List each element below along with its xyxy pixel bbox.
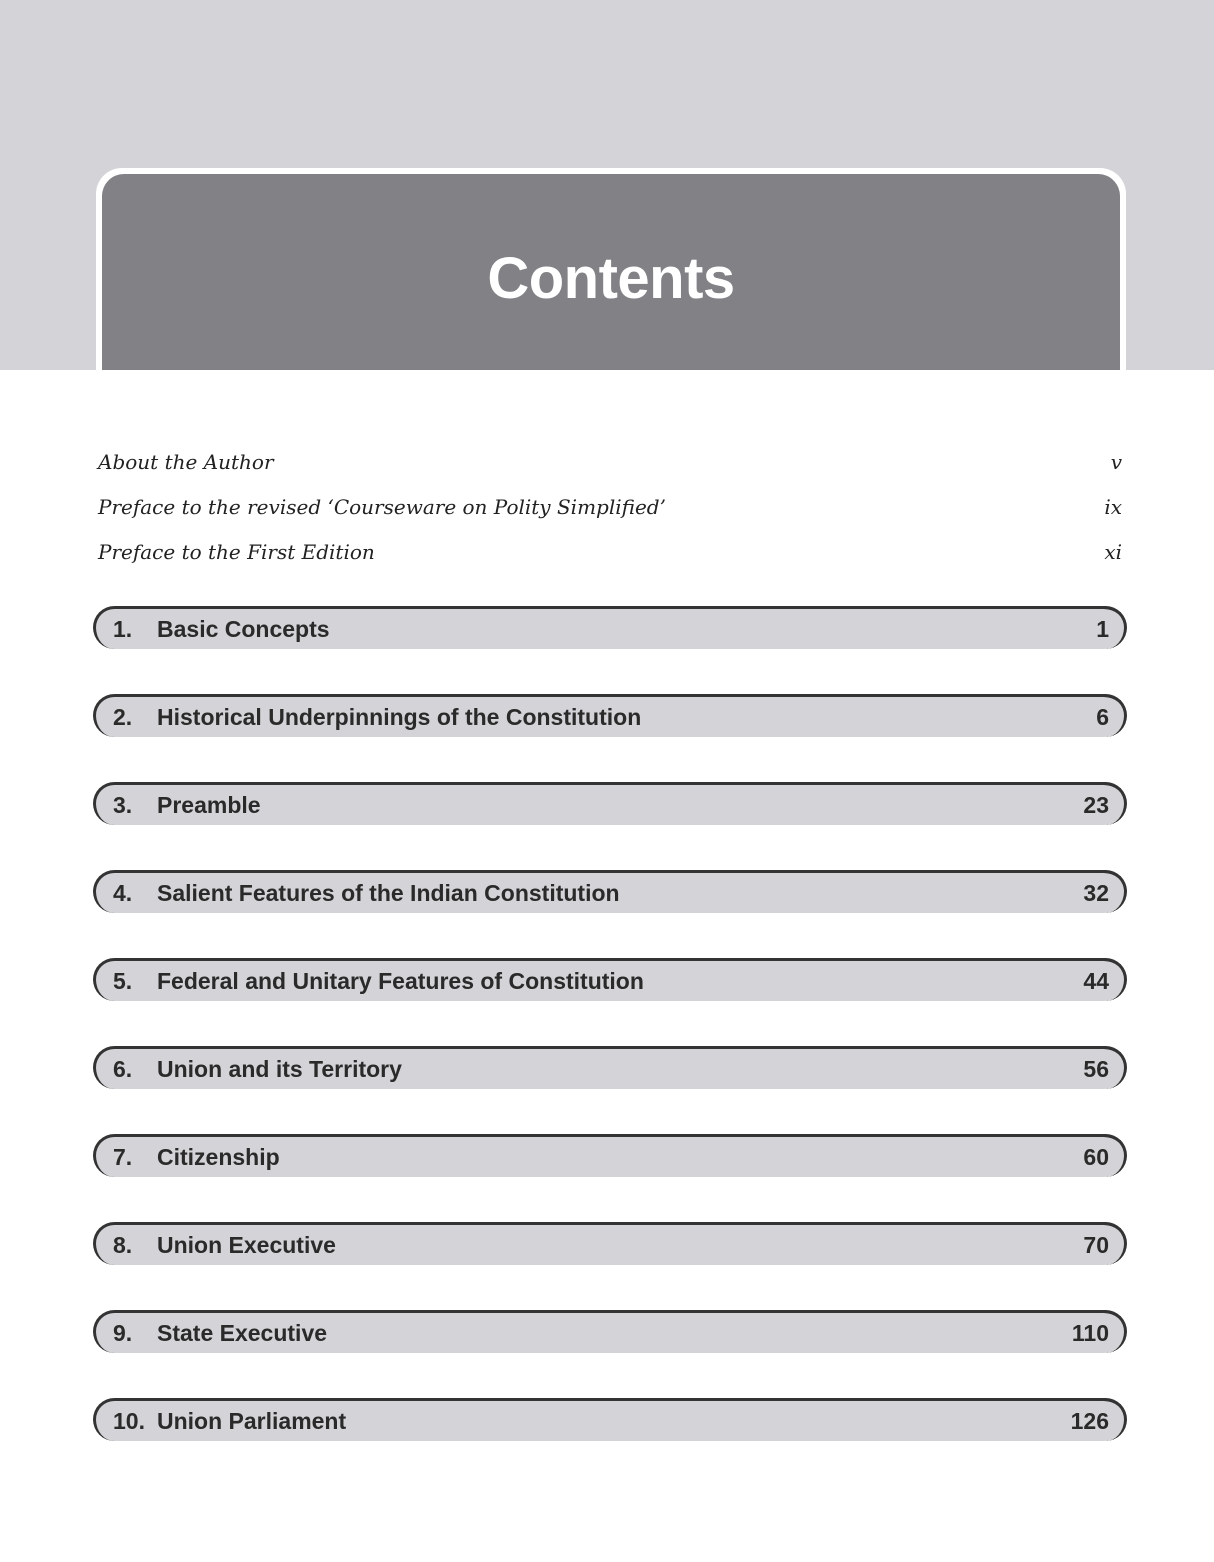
chapter-title: Salient Features of the Indian Constitution — [157, 879, 620, 906]
chapter-page: 60 — [1083, 1143, 1109, 1170]
chapter-number: 3. — [113, 791, 133, 818]
front-matter-title: About the Author — [98, 450, 274, 474]
chapter-entry-5[interactable] — [93, 958, 1125, 1001]
front-matter-item-preface-revised[interactable] — [98, 495, 1124, 540]
front-matter-page: xi — [1104, 540, 1122, 564]
chapter-title: Federal and Unitary Features of Constitution — [157, 967, 644, 994]
chapter-number: 10. — [113, 1407, 145, 1434]
chapter-number: 4. — [113, 879, 133, 906]
chapter-number: 2. — [113, 703, 133, 730]
chapter-title: Historical Underpinnings of the Constitution — [157, 703, 642, 730]
chapter-title: Union and its Territory — [157, 1055, 402, 1082]
chapter-title: Union Executive — [157, 1231, 336, 1258]
chapter-number: 5. — [113, 967, 133, 994]
chapter-entry-6[interactable] — [93, 1046, 1125, 1089]
chapter-entry-8[interactable] — [93, 1222, 1125, 1265]
chapter-number: 7. — [113, 1143, 133, 1170]
chapter-page: 44 — [1083, 967, 1109, 994]
title-tab — [102, 174, 1120, 370]
chapter-page: 23 — [1083, 791, 1109, 818]
chapter-page: 56 — [1083, 1055, 1109, 1082]
chapter-title: Basic Concepts — [157, 615, 330, 642]
chapter-entry-4[interactable] — [93, 870, 1125, 913]
chapter-entry-3[interactable] — [93, 782, 1125, 825]
chapter-page: 70 — [1083, 1231, 1109, 1258]
front-matter-page: ix — [1104, 495, 1122, 519]
chapter-number: 9. — [113, 1319, 133, 1346]
chapter-number: 6. — [113, 1055, 133, 1082]
chapter-page: 32 — [1083, 879, 1109, 906]
page-title: Contents — [487, 245, 735, 311]
chapter-page: 110 — [1071, 1319, 1109, 1346]
front-matter-item-about-author[interactable] — [98, 450, 1124, 495]
chapter-entry-9[interactable] — [93, 1310, 1125, 1353]
chapter-number: 1. — [113, 615, 133, 642]
chapter-entry-10[interactable] — [93, 1398, 1125, 1441]
chapter-title: State Executive — [157, 1319, 328, 1346]
chapter-title: Preamble — [157, 791, 261, 818]
chapter-entry-7[interactable] — [93, 1134, 1125, 1177]
front-matter-title: Preface to the First Edition — [98, 540, 375, 564]
chapter-page: 1 — [1096, 615, 1109, 642]
chapter-page: 126 — [1070, 1407, 1109, 1434]
front-matter-item-preface-first-edition[interactable] — [98, 540, 1124, 585]
chapter-number: 8. — [113, 1231, 133, 1258]
front-matter-page: v — [1110, 450, 1122, 474]
chapter-entry-2[interactable] — [93, 694, 1125, 737]
front-matter-title: Preface to the revised ‘Courseware on Polity Simplified’ — [98, 495, 666, 519]
chapter-page: 6 — [1096, 703, 1109, 730]
chapter-entry-1[interactable] — [93, 606, 1125, 649]
chapter-list — [93, 606, 1125, 1486]
front-matter-list — [98, 450, 1124, 585]
chapter-title: Citizenship — [157, 1143, 280, 1170]
chapter-title: Union Parliament — [157, 1407, 347, 1434]
